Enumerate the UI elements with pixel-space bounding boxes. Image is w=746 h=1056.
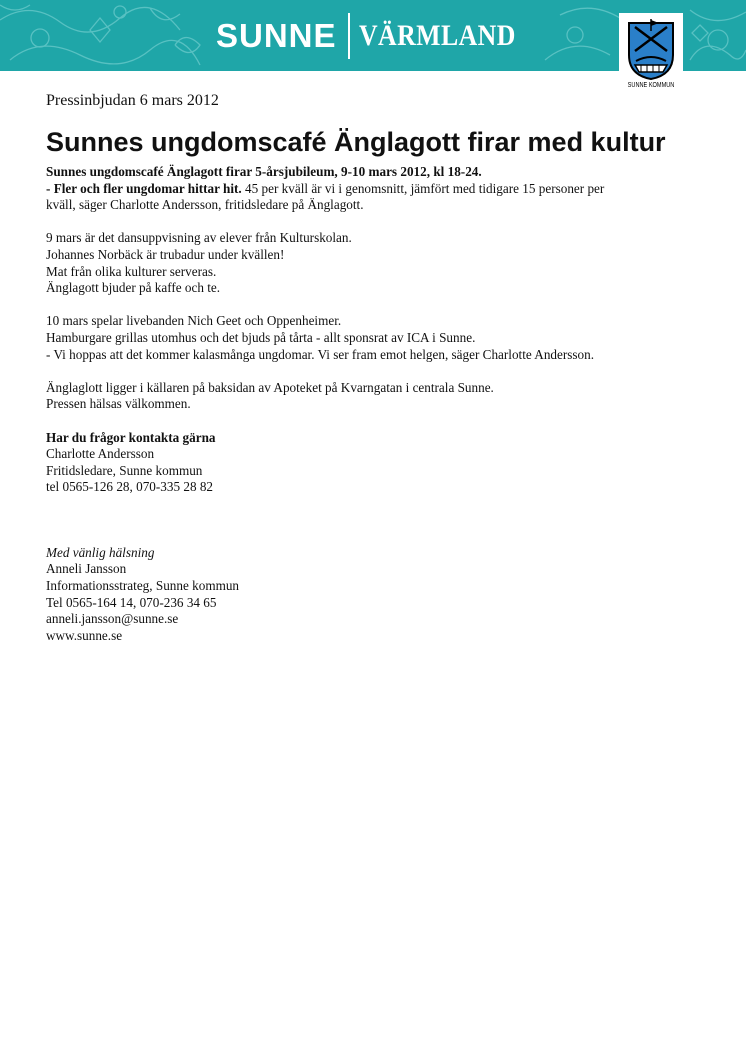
brand-right-text: VÄRMLAND bbox=[358, 19, 516, 52]
quote-continuation: kväll, säger Charlotte Andersson, fritidsledare på Änglagott. bbox=[46, 197, 364, 213]
coat-of-arms-icon bbox=[626, 17, 676, 81]
signature-greeting: Med vänlig hälsning bbox=[46, 544, 155, 560]
contact-heading: Har du frågor kontakta gärna bbox=[46, 429, 216, 445]
quote-line bbox=[46, 181, 706, 198]
location-line: Pressen hälsas välkommen. bbox=[46, 396, 191, 412]
program-day1-line: Johannes Norbäck är trubadur under kvällen! bbox=[46, 246, 285, 262]
signature-line: Tel 0565-164 14, 070-236 34 65 bbox=[46, 594, 217, 610]
contact-line: Charlotte Andersson bbox=[46, 446, 155, 462]
page-title: Sunnes ungdomscafé Änglagott firar med kultur bbox=[46, 127, 666, 157]
website-link[interactable]: www.sunne.se bbox=[46, 627, 123, 643]
brand-divider bbox=[348, 13, 350, 59]
program-day2-line: - Vi hoppas att det kommer kalasmånga ungdomar. Vi ser fram emot helgen, säger Charlotte Andersson. bbox=[46, 346, 595, 362]
municipality-crest bbox=[619, 13, 683, 91]
brand-logo bbox=[216, 12, 541, 60]
program-day2-line: 10 mars spelar livebanden Nich Geet och Oppenheimer. bbox=[46, 313, 342, 329]
program-day1-line: Änglagott bjuder på kaffe och te. bbox=[46, 280, 221, 296]
program-day1-line: 9 mars är det dansuppvisning av elever från Kulturskolan. bbox=[46, 230, 352, 246]
quote-rest: 45 per kväll är vi i genomsnitt, jämfört med tidigare 15 personer per bbox=[241, 180, 605, 196]
press-release-body bbox=[46, 90, 706, 644]
location-line: Änglaglott ligger i källaren på baksidan av Apoteket på Kvarngatan i centrala Sunne. bbox=[46, 379, 494, 395]
brand-left-text: SUNNE bbox=[216, 17, 337, 54]
contact-line: tel 0565-126 28, 070-335 28 82 bbox=[46, 479, 214, 495]
program-day2-line: Hamburgare grillas utomhus och det bjuds på tårta - allt sponsrat av ICA i Sunne. bbox=[46, 329, 476, 345]
signature-line: Informationsstrateg, Sunne kommun bbox=[46, 578, 240, 594]
crest-caption: SUNNE KOMMUN bbox=[627, 82, 675, 89]
dateline: Pressinbjudan 6 mars 2012 bbox=[46, 92, 219, 109]
email-link[interactable]: anneli.jansson@sunne.se bbox=[46, 611, 179, 627]
lead-line: Sunnes ungdomscafé Änglagott firar 5-årsjubileum, 9-10 mars 2012, kl 18-24. bbox=[46, 164, 482, 179]
signature-line: Anneli Jansson bbox=[46, 561, 127, 577]
quote-bold: - Fler och fler ungdomar hittar hit. bbox=[46, 180, 242, 196]
contact-line: Fritidsledare, Sunne kommun bbox=[46, 462, 203, 478]
program-day1-line: Mat från olika kulturer serveras. bbox=[46, 263, 217, 279]
